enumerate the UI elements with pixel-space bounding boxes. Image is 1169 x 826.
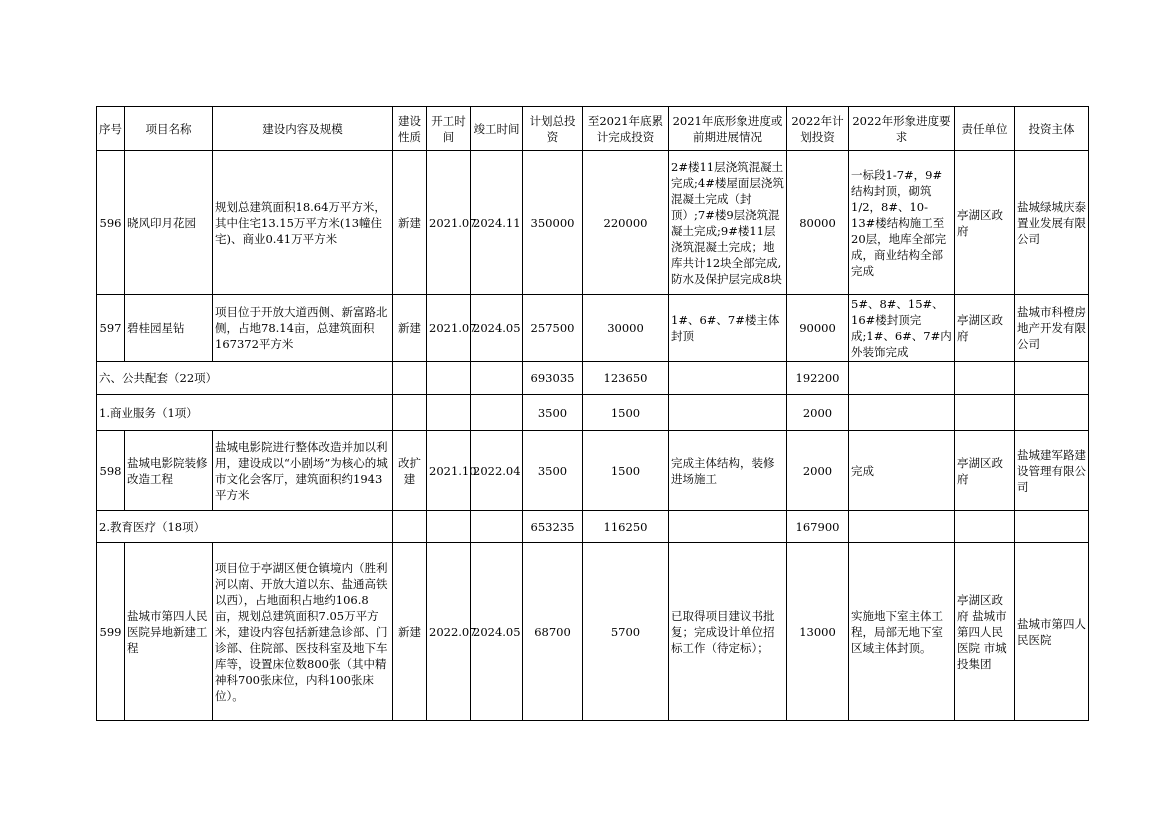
table-row	[97, 151, 1089, 295]
cell-unit: 亭湖区政府 盐城市第四人民医院 市城投集团	[955, 543, 1015, 721]
cell-start: 2021.07	[427, 295, 471, 362]
cell-content: 项目位于亭湖区便仓镇境内（胜利河以南、开放大道以东、盐通高铁以西），占地面积占地约106.8亩，规划总建筑面积7.05万平方米，建设内容包括新建急诊部、门诊部、住院部、医技科室及地下车库等，设置床位数800张（其中精神科700张床位，内科100张床位）。	[213, 543, 393, 721]
header-investor: 投资主体	[1015, 107, 1089, 151]
subsection-label: 2.教育医疗（18项）	[97, 511, 393, 543]
cell-content: 规划总建筑面积18.64万平方米，其中住宅13.15万平方米(13幢住宅)、商业0.41万平方米	[213, 151, 393, 295]
cell-plan-2022: 80000	[787, 151, 849, 295]
cell-done-2021: 30000	[583, 295, 669, 362]
cell-end: 2024.05	[471, 543, 523, 721]
header-content: 建设内容及规模	[213, 107, 393, 151]
table-row	[97, 295, 1089, 362]
cell-progress-2021: 完成主体结构，装修进场施工	[669, 431, 787, 511]
cell-name: 盐城市第四人民医院异地新建工程	[125, 543, 213, 721]
table-row	[97, 543, 1089, 721]
cell-req-2022: 5#、8#、15#、16#楼封顶完成;1#、6#、7#内外装饰完成	[849, 295, 955, 362]
subsection-done-2021: 1500	[583, 395, 669, 431]
cell-nature: 新建	[393, 295, 427, 362]
cell-req-2022: 完成	[849, 431, 955, 511]
section-label: 六、公共配套（22项）	[97, 362, 393, 395]
header-plan-total: 计划总投资	[523, 107, 583, 151]
cell-nature: 新建	[393, 151, 427, 295]
header-nature: 建设性质	[393, 107, 427, 151]
header-name: 项目名称	[125, 107, 213, 151]
subsection-plan-2022: 2000	[787, 395, 849, 431]
cell-content: 项目位于开放大道西侧、新富路北侧，占地78.14亩，总建筑面积167372平方米	[213, 295, 393, 362]
header-unit: 责任单位	[955, 107, 1015, 151]
header-progress-2021: 2021年底形象进度或前期进展情况	[669, 107, 787, 151]
section-plan-2022: 192200	[787, 362, 849, 395]
cell-req-2022: 一标段1-7#，9#结构封顶，砌筑1/2，8#、10-13#楼结构施工至20层，地库全部完成，商业结构全部完成	[849, 151, 955, 295]
cell-unit: 亭湖区政府	[955, 151, 1015, 295]
cell-start: 2022.07	[427, 543, 471, 721]
cell-plan-total: 350000	[523, 151, 583, 295]
cell-done-2021: 5700	[583, 543, 669, 721]
cell-seq: 597	[97, 295, 125, 362]
cell-seq: 596	[97, 151, 125, 295]
header-end: 竣工时间	[471, 107, 523, 151]
cell-req-2022: 实施地下室主体工程，局部无地下室区域主体封顶。	[849, 543, 955, 721]
table-row	[97, 431, 1089, 511]
header-req-2022: 2022年形象进度要求	[849, 107, 955, 151]
cell-investor: 盐城市科橙房地产开发有限公司	[1015, 295, 1089, 362]
header-plan-2022: 2022年计划投资	[787, 107, 849, 151]
cell-name: 盐城电影院装修改造工程	[125, 431, 213, 511]
cell-nature: 新建	[393, 543, 427, 721]
cell-nature: 改扩建	[393, 431, 427, 511]
cell-start: 2021.07	[427, 151, 471, 295]
cell-plan-total: 257500	[523, 295, 583, 362]
cell-investor: 盐城绿城庆泰置业发展有限公司	[1015, 151, 1089, 295]
cell-name: 碧桂园星钻	[125, 295, 213, 362]
cell-seq: 599	[97, 543, 125, 721]
cell-seq: 598	[97, 431, 125, 511]
cell-plan-2022: 2000	[787, 431, 849, 511]
subsection-row	[97, 511, 1089, 543]
cell-progress-2021: 1#、6#、7#楼主体封顶	[669, 295, 787, 362]
header-start: 开工时间	[427, 107, 471, 151]
cell-end: 2024.05	[471, 295, 523, 362]
header-seq: 序号	[97, 107, 125, 151]
cell-end: 2024.11	[471, 151, 523, 295]
cell-investor: 盐城建军路建设管理有限公司	[1015, 431, 1089, 511]
subsection-plan-total: 3500	[523, 395, 583, 431]
section-plan-total: 693035	[523, 362, 583, 395]
cell-end: 2022.04	[471, 431, 523, 511]
section-done-2021: 123650	[583, 362, 669, 395]
cell-unit: 亭湖区政府	[955, 295, 1015, 362]
subsection-plan-total: 653235	[523, 511, 583, 543]
cell-progress-2021: 2#楼11层浇筑混凝土完成;4#楼屋面层浇筑混凝土完成（封顶）;7#楼9层浇筑混凝土完成;9#楼11层浇筑混凝土完成；地库共计12块全部完成,防水及保护层完成8块	[669, 151, 787, 295]
cell-progress-2021: 已取得项目建议书批复；完成设计单位招标工作（待定标）；	[669, 543, 787, 721]
cell-plan-total: 3500	[523, 431, 583, 511]
section-row	[97, 362, 1089, 395]
cell-unit: 亭湖区政府	[955, 431, 1015, 511]
cell-plan-total: 68700	[523, 543, 583, 721]
subsection-done-2021: 116250	[583, 511, 669, 543]
cell-plan-2022: 13000	[787, 543, 849, 721]
subsection-plan-2022: 167900	[787, 511, 849, 543]
cell-done-2021: 220000	[583, 151, 669, 295]
cell-name: 晓风印月花园	[125, 151, 213, 295]
cell-content: 盐城电影院进行整体改造并加以利用，建设成以“小剧场”为核心的城市文化会客厅，建筑面积约1943平方米	[213, 431, 393, 511]
subsection-label: 1.商业服务（1项）	[97, 395, 393, 431]
subsection-row	[97, 395, 1089, 431]
project-table	[96, 106, 1089, 721]
cell-plan-2022: 90000	[787, 295, 849, 362]
cell-done-2021: 1500	[583, 431, 669, 511]
header-row	[97, 107, 1089, 151]
cell-start: 2021.10	[427, 431, 471, 511]
header-done-2021: 至2021年底累计完成投资	[583, 107, 669, 151]
cell-investor: 盐城市第四人民医院	[1015, 543, 1089, 721]
